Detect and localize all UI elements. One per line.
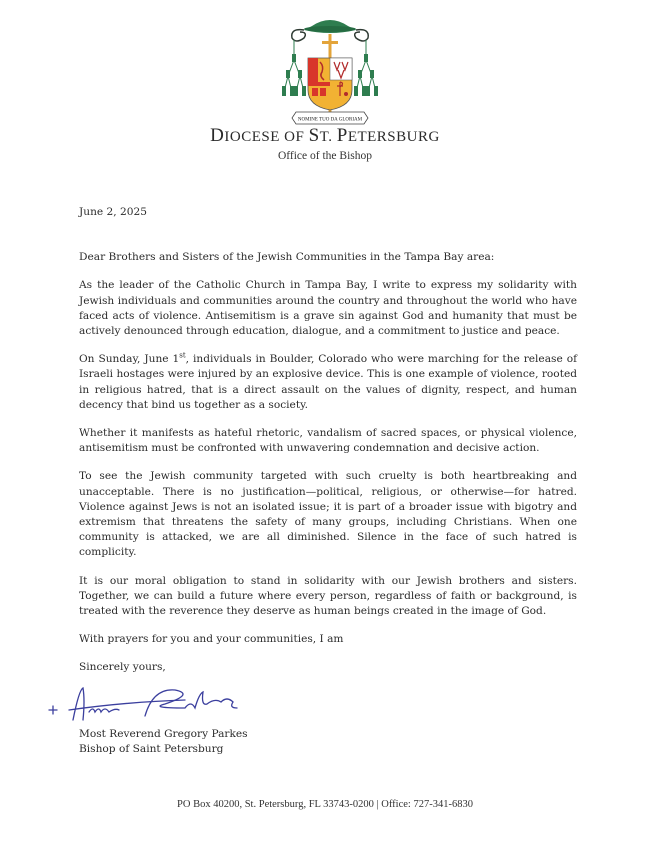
shield <box>308 58 352 110</box>
paragraph-2-text: On Sunday, June 1 <box>79 353 180 366</box>
ordinal-suffix: st <box>179 351 186 360</box>
coat-of-arms-icon <box>282 10 378 128</box>
handwritten-signature <box>45 680 275 730</box>
signature-cross <box>49 706 57 714</box>
signature-stroke <box>69 688 185 720</box>
motto-scroll <box>292 112 368 124</box>
office-subtitle: Office of the Bishop <box>277 150 372 162</box>
paragraph-5: It is our moral obligation to stand in solidarity with our Jewish brothers and sisters. Together, we can build a future where every person, regardless of faith or background, is treated with the reverence they deserve as human beings created in the image of God. <box>79 574 577 618</box>
valediction: Sincerely yours, <box>79 661 166 674</box>
org-name-letter: P <box>336 125 348 146</box>
signatory-name: Most Reverend Gregory Parkes <box>79 728 248 740</box>
org-name-letter: S <box>308 125 320 146</box>
closing-line: With prayers for you and your communities, I am <box>79 633 344 646</box>
paragraph-4: To see the Jewish community targeted with such cruelty is both heartbreaking and unacceptable. There is no justification—political, religious, or otherwise—for hatred. Violence against Jews is not an isolated issue; it is part of a broader issue with bigotry and extremism that threatens the safety of many groups, including Christians. When one community is attacked, we are all diminished. Silence in the face of such hatred is complicity. <box>79 470 577 559</box>
paragraph-2 <box>79 352 577 413</box>
signatory-title: Bishop of Saint Petersburg <box>79 743 224 755</box>
org-name-part: ETERSBURG <box>347 129 440 145</box>
signature-stroke <box>89 709 119 712</box>
salutation: Dear Brothers and Sisters of the Jewish Communities in the Tampa Bay area: <box>79 251 495 264</box>
footer-address: PO Box 40200, St. Petersburg, FL 33743-0200 | Office: 727-341-6830 <box>177 799 473 810</box>
organization-name <box>0 125 650 147</box>
paragraph-2-text: , individuals in Boulder, Colorado who were marching for the release of Israeli hostages were injured by an explosive device. This is one example of violence, rooted in religious hatred, that is a direct assault on the values of dignity, respect, and human decency that bind us together as a society. <box>79 353 577 411</box>
org-name-letter: D <box>210 125 225 146</box>
paragraph-3: Whether it manifests as hateful rhetoric, vandalism of sacred spaces, or physical violence, antisemitism must be confronted with unwavering condemnation and decisive action. <box>79 427 577 455</box>
tassels-left <box>282 40 306 96</box>
tassels-right <box>354 40 378 96</box>
signature-stroke <box>145 690 237 716</box>
org-name-part: IOCESE OF <box>224 129 309 145</box>
paragraph-1: As the leader of the Catholic Church in Tampa Bay, I write to express my solidarity with Jewish individuals and communities around the country and throughout the world who have faced acts of violence. Antisemitism is a grave sin against God and humanity that must be actively denounced through education, dialogue, and a commitment to justice and peace. <box>79 279 577 338</box>
signature-block <box>79 727 248 757</box>
org-name-part: T. <box>319 129 337 145</box>
motto-text: NOMINE TUO DA GLORIAM <box>297 117 363 123</box>
letter-date: June 2, 2025 <box>79 206 147 218</box>
letter-body <box>79 205 577 689</box>
